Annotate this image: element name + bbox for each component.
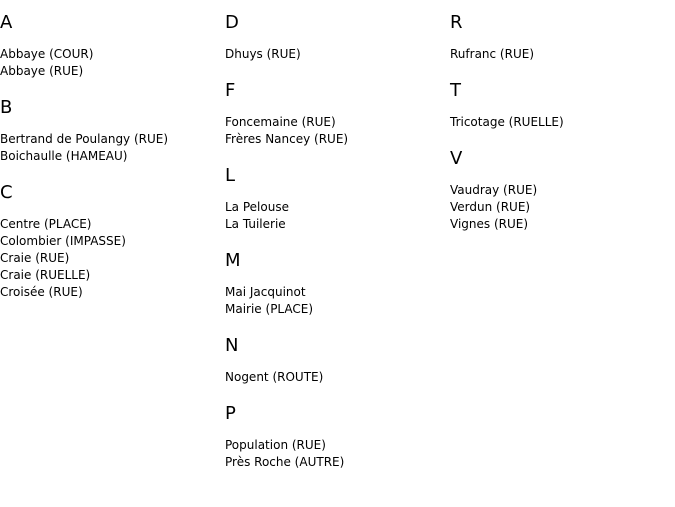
- letter-heading: M: [225, 250, 241, 271]
- street-link[interactable]: Nogent (ROUTE): [225, 370, 324, 384]
- street-link[interactable]: Bertrand de Poulangy (RUE): [0, 132, 169, 146]
- street-link[interactable]: Foncemaine (RUE): [225, 115, 336, 129]
- street-index-column-1: [0, 12, 220, 318]
- street-link[interactable]: La Tuilerie: [225, 217, 286, 231]
- letter-heading: L: [225, 165, 236, 186]
- street-link[interactable]: Mai Jacquinot: [225, 285, 306, 299]
- letter-group-v: [450, 148, 670, 233]
- street-link[interactable]: Vignes (RUE): [450, 217, 529, 231]
- letter-heading: R: [450, 12, 463, 33]
- street-link[interactable]: Abbaye (RUE): [0, 64, 84, 78]
- street-link[interactable]: Craie (RUE): [0, 251, 70, 265]
- letter-group-f: [225, 80, 445, 148]
- letter-group-a: [0, 12, 220, 80]
- street-link[interactable]: Dhuys (RUE): [225, 47, 301, 61]
- letter-heading: C: [0, 182, 13, 203]
- letter-group-r: [450, 12, 670, 63]
- street-index-column-2: [225, 12, 445, 488]
- street-link[interactable]: Tricotage (RUELLE): [450, 115, 564, 129]
- letter-group-p: [225, 403, 445, 471]
- street-link[interactable]: Près Roche (AUTRE): [225, 455, 345, 469]
- letter-heading: T: [450, 80, 461, 101]
- street-link[interactable]: Boichaulle (HAMEAU): [0, 149, 128, 163]
- letter-group-c: [0, 182, 220, 301]
- letter-group-l: [225, 165, 445, 233]
- letter-group-n: [225, 335, 445, 386]
- letter-heading: A: [0, 12, 13, 33]
- letter-heading: B: [0, 97, 13, 118]
- street-link[interactable]: Abbaye (COUR): [0, 47, 94, 61]
- street-link[interactable]: Mairie (PLACE): [225, 302, 314, 316]
- street-link[interactable]: Colombier (IMPASSE): [0, 234, 126, 248]
- street-link[interactable]: Centre (PLACE): [0, 217, 92, 231]
- letter-group-m: [225, 250, 445, 318]
- letter-group-b: [0, 97, 220, 165]
- street-link[interactable]: Vaudray (RUE): [450, 183, 538, 197]
- letter-group-t: [450, 80, 670, 131]
- letter-heading: V: [450, 148, 463, 169]
- letter-heading: N: [225, 335, 239, 356]
- street-link[interactable]: Population (RUE): [225, 438, 326, 452]
- street-index-column-3: [450, 12, 670, 250]
- street-link[interactable]: Verdun (RUE): [450, 200, 531, 214]
- street-link[interactable]: La Pelouse: [225, 200, 289, 214]
- letter-group-d: [225, 12, 445, 63]
- street-link[interactable]: Croisée (RUE): [0, 285, 83, 299]
- street-link[interactable]: Craie (RUELLE): [0, 268, 91, 282]
- letter-heading: P: [225, 403, 236, 424]
- letter-heading: D: [225, 12, 239, 33]
- letter-heading: F: [225, 80, 236, 101]
- street-link[interactable]: Frères Nancey (RUE): [225, 132, 349, 146]
- street-link[interactable]: Rufranc (RUE): [450, 47, 534, 61]
